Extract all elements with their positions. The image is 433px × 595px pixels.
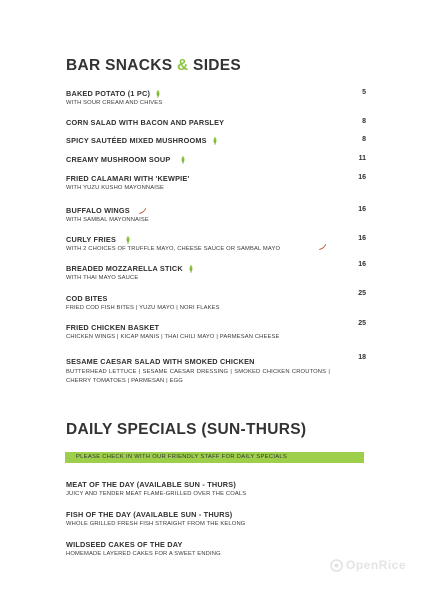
item-description: WITH YUZU KUSHO MAYONNAISE xyxy=(66,185,165,191)
item-price: 16 xyxy=(358,206,366,213)
item-name: BREADED MOZZARELLA STICK xyxy=(66,264,183,273)
leaf-icon xyxy=(188,265,194,273)
special-description: JUICY AND TENDER MEAT FLAME-GRILLED OVER THE COALS xyxy=(66,491,247,497)
item-name: BUFFALO WINGS xyxy=(66,206,130,215)
item-name: FRIED CALAMARI WITH 'KEWPIE' xyxy=(66,174,190,183)
menu-item-mushroom-soup xyxy=(66,155,366,164)
item-description: BUTTERHEAD LETTUCE | SESAME CAESAR DRESSING | SMOKED CHICKEN CROUTONS | CHERRY TOMATOES | PARMESAN | EGG xyxy=(66,369,330,384)
item-price: 11 xyxy=(358,155,366,162)
item-name: COD BITES xyxy=(66,294,108,303)
special-name: FISH OF THE DAY (AVAILABLE SUN - THURS) xyxy=(66,510,233,519)
item-description: CHICKEN WINGS | KICAP MANIS | THAI CHILI MAYO | PARMESAN CHEESE xyxy=(66,334,280,340)
item-description: WITH SOUR CREAM AND CHIVES xyxy=(66,100,163,106)
daily-specials-title: DAILY SPECIALS (SUN-THURS) xyxy=(66,421,307,438)
special-fish-of-the-day xyxy=(66,510,245,527)
item-name: SESAME CAESAR SALAD WITH SMOKED CHICKEN xyxy=(66,357,255,366)
chili-icon xyxy=(138,208,146,214)
item-price: 8 xyxy=(362,136,366,143)
item-price: 25 xyxy=(358,290,366,297)
item-name: CORN SALAD WITH BACON AND PARSLEY xyxy=(66,118,225,127)
special-meat-of-the-day xyxy=(66,480,246,497)
openrice-logo-icon xyxy=(330,559,343,572)
item-price: 16 xyxy=(358,261,366,268)
title-text-2: SIDES xyxy=(188,57,242,74)
item-description: FRIED COD FISH BITES | YUZU MAYO | NORI FLAKES xyxy=(66,305,220,311)
notice-text: PLEASE CHECK IN WITH OUR FRIENDLY STAFF FOR DAILY SPECIALS xyxy=(76,454,288,460)
menu-item-buffalo-wings xyxy=(66,206,366,223)
openrice-watermark xyxy=(330,558,406,572)
special-name: MEAT OF THE DAY (AVAILABLE SUN - THURS) xyxy=(66,480,236,489)
title-ampersand: & xyxy=(176,57,189,74)
item-price: 16 xyxy=(358,235,366,242)
leaf-icon xyxy=(212,137,218,145)
special-description: WHOLE GRILLED FRESH FISH STRAIGHT FROM THE KELONG xyxy=(66,521,246,527)
menu-item-mozzarella-stick xyxy=(66,264,366,281)
chili-icon xyxy=(318,244,326,250)
menu-item-baked-potato xyxy=(66,89,366,106)
item-name: FRIED CHICKEN BASKET xyxy=(66,323,160,332)
menu-item-cod-bites xyxy=(66,294,366,311)
leaf-icon xyxy=(180,156,186,164)
item-name: CREAMY MUSHROOM SOUP xyxy=(66,155,171,164)
item-price: 18 xyxy=(358,354,366,361)
item-price: 8 xyxy=(362,118,366,125)
item-description: WITH THAI MAYO SAUCE xyxy=(66,275,139,281)
item-name: CURLY FRIES xyxy=(66,235,117,244)
leaf-icon xyxy=(155,90,161,98)
menu-item-spicy-mushrooms xyxy=(66,136,366,145)
item-name: BAKED POTATO (1 PC) xyxy=(66,89,151,98)
title-text-1: BAR SNACKS xyxy=(66,57,177,74)
menu-item-fried-chicken-basket xyxy=(66,323,366,340)
menu-item-caesar-salad xyxy=(66,357,366,386)
menu-item-corn-salad xyxy=(66,118,366,127)
bar-snacks-title xyxy=(66,57,241,75)
item-description: WITH SAMBAL MAYONNAISE xyxy=(66,217,149,223)
special-name: WILDSEED CAKES OF THE DAY xyxy=(66,540,183,549)
item-description: WITH 2 CHOICES OF TRUFFLE MAYO, CHEESE SAUCE OR SAMBAL MAYO xyxy=(66,246,281,252)
item-price: 16 xyxy=(358,174,366,181)
watermark-text: OpenRice xyxy=(346,558,407,572)
daily-specials-notice-banner xyxy=(65,452,364,463)
item-price: 5 xyxy=(362,89,366,96)
special-description: HOMEMADE LAYERED CAKES FOR A SWEET ENDING xyxy=(66,551,221,557)
menu-item-fried-calamari xyxy=(66,174,366,191)
item-price: 25 xyxy=(358,320,366,327)
item-name: SPICY SAUTÉED MIXED MUSHROOMS xyxy=(66,136,207,145)
leaf-icon xyxy=(125,236,131,244)
special-cakes-of-the-day xyxy=(66,540,221,557)
